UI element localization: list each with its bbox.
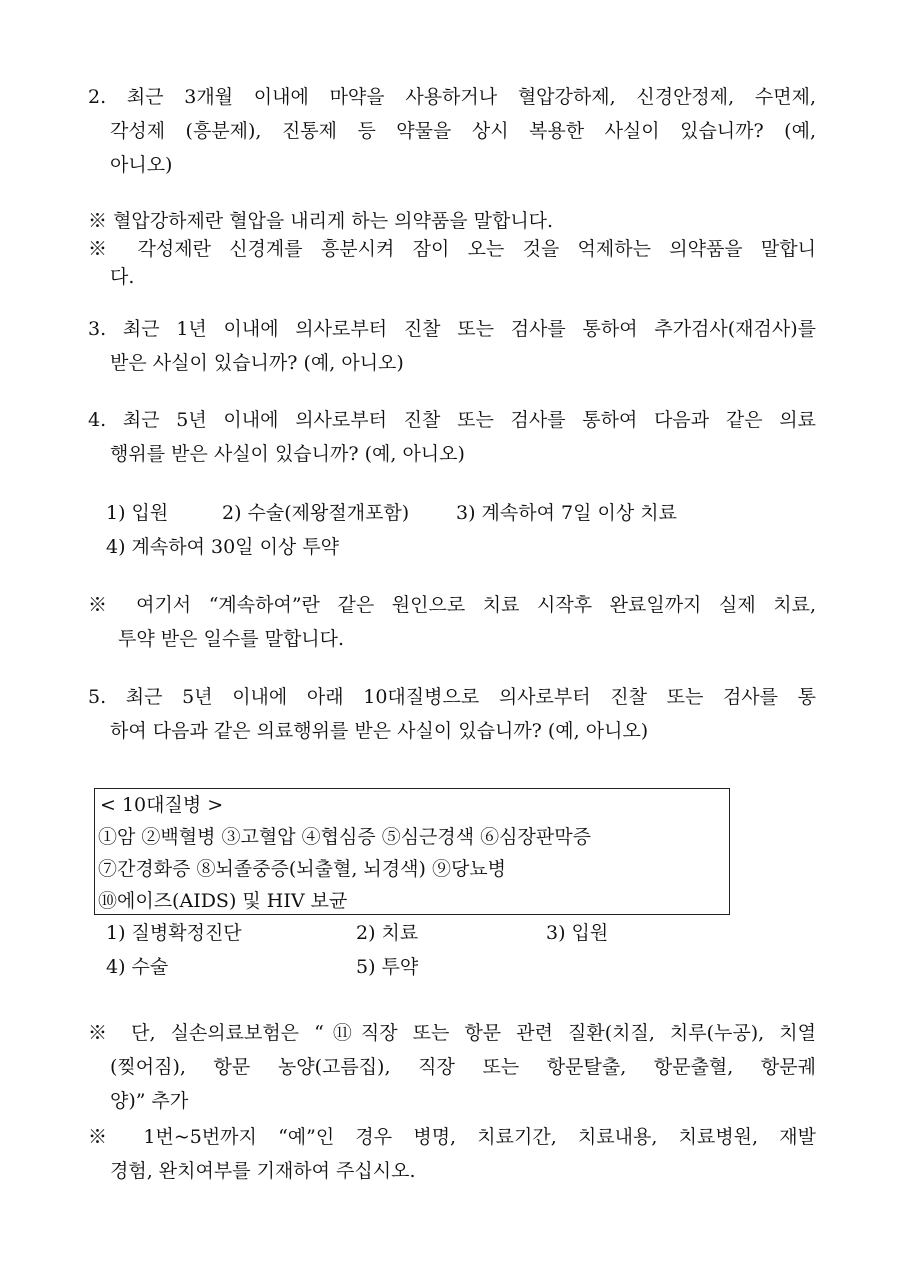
q2-line-2: 각성제 (흥분제), 진통제 등 약물을 상시 복용한 사실이 있습니까? (예, xyxy=(110,120,816,142)
ten-diseases-row-2: ⑦간경화증 ⑧뇌졸중증(뇌출혈, 뇌경색) ⑨당뇨병 xyxy=(98,858,507,880)
ten-diseases-row-3: ⑩에이즈(AIDS) 및 HIV 보균 xyxy=(98,890,348,912)
note-hypotensive: ※ 혈압강하제란 혈압을 내리게 하는 의약품을 말합니다. xyxy=(88,210,554,232)
q2-line-1: 2. 최근 3개월 이내에 마약을 사용하거나 혈압강하제, 신경안정제, 수면제, xyxy=(88,86,816,108)
q5-line-1: 5. 최근 5년 이내에 아래 10대질병으로 의사로부터 진찰 또는 검사를 통 xyxy=(88,686,816,708)
q4-option-3: 3) 계속하여 7일 이상 치료 xyxy=(456,502,677,524)
note-indemnity-line-1: ※ 단, 실손의료보험은 “⑪직장 또는 항문 관련 질환(치질, 치루(누공), 치열 xyxy=(88,1022,816,1044)
q4-option-4: 4) 계속하여 30일 이상 투약 xyxy=(106,536,340,558)
note-continuous-line-1: ※ 여기서 “계속하여”란 같은 원인으로 치료 시작후 완료일까지 실제 치료, xyxy=(88,594,816,616)
ten-diseases-row-1: ①암 ②백혈병 ③고혈압 ④협심증 ⑤심근경색 ⑥심장판막증 xyxy=(98,826,591,848)
note-yes-answers-line-2: 경험, 완치여부를 기재하여 주십시오. xyxy=(110,1160,416,1182)
ten-diseases-title: < 10대질병 > xyxy=(100,794,224,816)
q5-option-4: 4) 수술 xyxy=(106,956,169,978)
q2-line-3: 아니오) xyxy=(110,154,173,176)
note-yes-answers-line-1: ※ 1번~5번까지 “예”인 경우 병명, 치료기간, 치료내용, 치료병원, 재발 xyxy=(88,1126,816,1148)
q3-line-1: 3. 최근 1년 이내에 의사로부터 진찰 또는 검사를 통하여 추가검사(재검사)를 xyxy=(88,318,816,340)
q5-option-2: 2) 치료 xyxy=(356,922,419,944)
note-stimulant-line-1: ※ 각성제란 신경계를 흥분시켜 잠이 오는 것을 억제하는 의약품을 말합니 xyxy=(88,238,816,260)
q3-line-2: 받은 사실이 있습니까? (예, 아니오) xyxy=(110,352,404,374)
q5-option-3: 3) 입원 xyxy=(546,922,609,944)
note-stimulant-line-2: 다. xyxy=(110,266,135,288)
q4-line-2: 행위를 받은 사실이 있습니까? (예, 아니오) xyxy=(110,443,465,465)
q4-option-2: 2) 수술(제왕절개포함) xyxy=(222,502,410,524)
note-indemnity-line-3: 양)” 추가 xyxy=(110,1090,189,1112)
note-indemnity-line-2: (찢어짐), 항문 농양(고름집), 직장 또는 항문탈출, 항문출혈, 항문궤 xyxy=(110,1056,816,1078)
note-continuous-line-2: 투약 받은 일수를 말합니다. xyxy=(118,628,345,650)
q4-line-1: 4. 최근 5년 이내에 의사로부터 진찰 또는 검사를 통하여 다음과 같은 의료 xyxy=(88,409,816,431)
q5-line-2: 하여 다음과 같은 의료행위를 받은 사실이 있습니까? (예, 아니오) xyxy=(110,720,649,742)
q4-option-1: 1) 입원 xyxy=(106,502,169,524)
q5-option-1: 1) 질병확정진단 xyxy=(106,922,242,944)
q5-option-5: 5) 투약 xyxy=(356,956,419,978)
